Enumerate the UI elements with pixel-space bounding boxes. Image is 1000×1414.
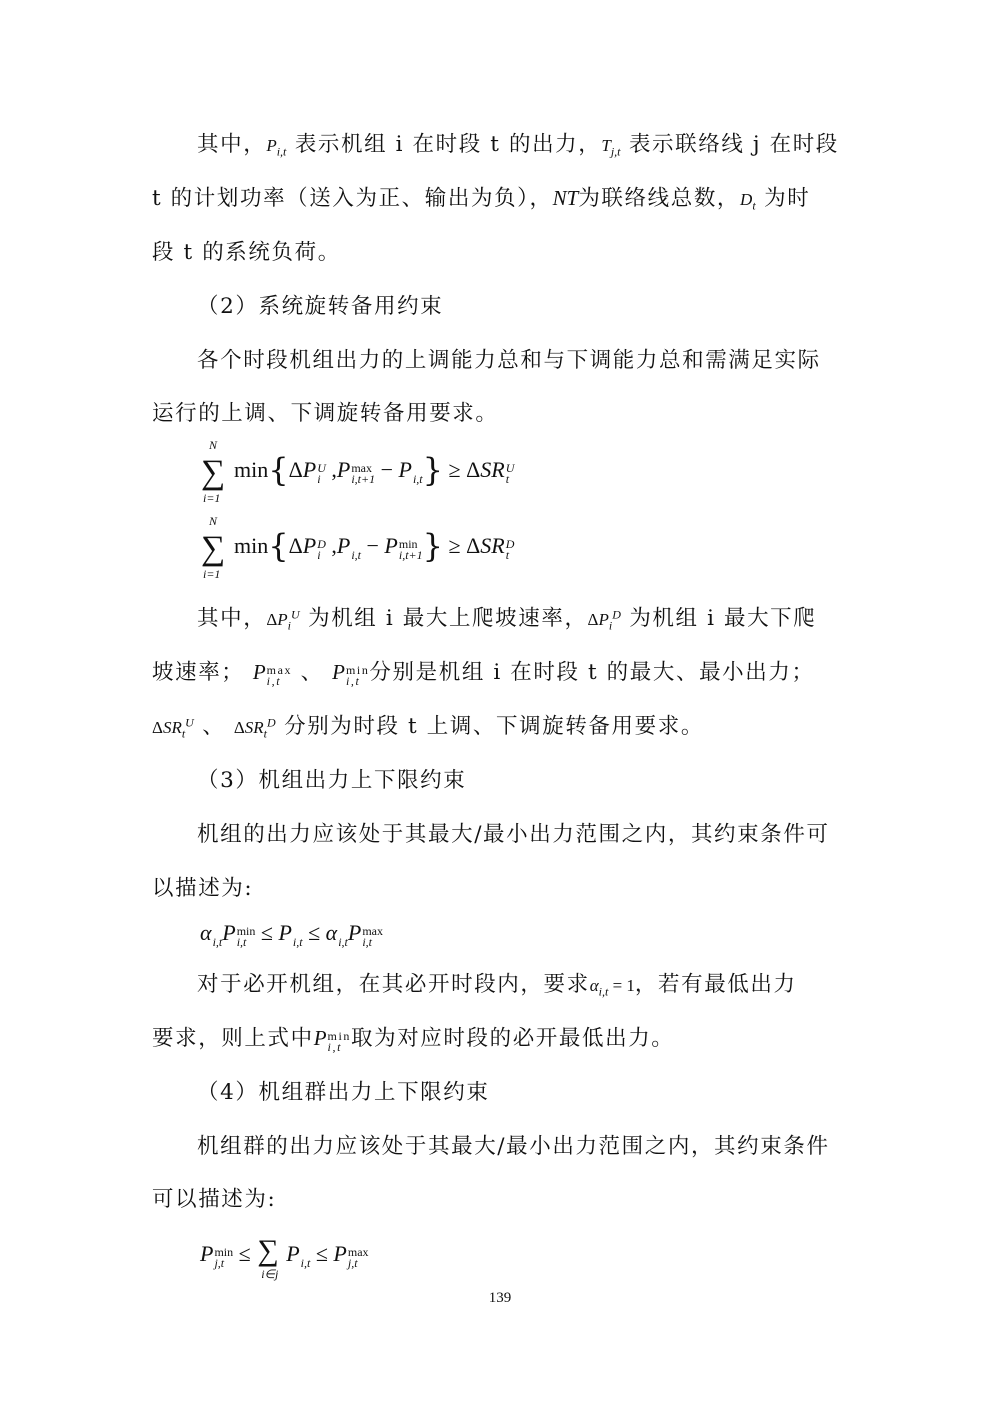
equation-up-reserve: N ∑ i=1 min{ΔP U i ,P max i,t+1 − P i,t } ≥ ΔSR U t (201, 438, 515, 505)
math-dSR-U: $\Delta SR_t^U$ (152, 715, 194, 741)
paragraph-line: 机组群的出力应该处于其最大/最小出力范围之内，其约束条件 (197, 1134, 830, 1159)
page-number: 139 (488, 1290, 512, 1306)
math-T-jt: $T_{j,t}$ (601, 136, 621, 159)
math-NT: NT (552, 186, 579, 210)
math-dP-D: $\Delta P_i^D$ (587, 607, 621, 633)
math-dP-U: $\Delta P_i^U$ (266, 607, 300, 633)
math-P-min: P (313, 1026, 327, 1050)
paragraph-line: 各个时段机组出力的上调能力总和与下调能力总和需满足实际 (197, 348, 821, 373)
paragraph-line: 可以描述为: (152, 1187, 277, 1212)
math-P-it: $P_{i,t}$ (266, 136, 287, 159)
paragraph-line: 其中，$\Delta P_i^U$ 为机组 i 最大上爬坡速率，$\Delta P_i^D$ 为机组 i 最大下爬 (197, 606, 817, 633)
math-P-min: P (332, 660, 345, 684)
sum-symbol: ∑ i∈j (257, 1234, 279, 1281)
sum-symbol: N ∑ i=1 (201, 514, 226, 581)
equation-down-reserve: N ∑ i=1 min{ΔP D i ,P i,t − P min i,t+1 } ≥ ΔSR D t (201, 514, 515, 581)
paragraph-line: 段 t 的系统负荷。 (152, 240, 341, 265)
paragraph-line: 对于必开机组，在其必开时段内，要求$\alpha_{i,t} = 1$，若有最低出力 (197, 972, 797, 999)
equation-group-limits: P min j,t ≤ ∑ i∈j P i,t ≤ P max j,t (200, 1234, 369, 1281)
section-heading: （4）机组群出力上下限约束 (197, 1080, 490, 1105)
paragraph-line: 坡速率； P max i,t 、 P min i,t 分别是机组 i 在时段 t 的最大、最小出力； (152, 660, 815, 688)
paragraph-line: 以描述为: (152, 876, 254, 901)
section-heading: （3）机组出力上下限约束 (197, 768, 467, 793)
paragraph-line: 其中，$P_{i,t}$ 表示机组 i 在时段 t 的出力，$T_{j,t}$ 表示联络线 j 在时段 (197, 132, 839, 159)
paragraph-line: 运行的上调、下调旋转备用要求。 (152, 401, 499, 426)
math-alpha-eq-1: $\alpha_{i,t} = 1$ (589, 976, 635, 999)
section-heading: （2）系统旋转备用约束 (197, 294, 444, 319)
paragraph-line: $\Delta SR_t^U$ 、 $\Delta SR_t^D$ 分别为时段 t 上调、下调旋转备用要求。 (152, 714, 704, 741)
math-P-max: P (252, 660, 266, 684)
math-D-t: $D_t$ (740, 190, 756, 213)
paragraph-line: t 的计划功率（送入为正、输出为负），NT为联络线总数，$D_t$ 为时 (152, 186, 811, 213)
paragraph-line: 要求，则上式中P min i,t 取为对应时段的必开最低出力。 (152, 1026, 675, 1054)
equation-unit-limits: α i,t P min i,t ≤ P i,t ≤ α i,t P max i,t (200, 920, 383, 949)
math-dSR-D: $\Delta SR_t^D$ (233, 715, 276, 741)
paragraph-line: 机组的出力应该处于其最大/最小出力范围之内，其约束条件可 (197, 822, 830, 847)
sum-symbol: N ∑ i=1 (201, 438, 226, 505)
